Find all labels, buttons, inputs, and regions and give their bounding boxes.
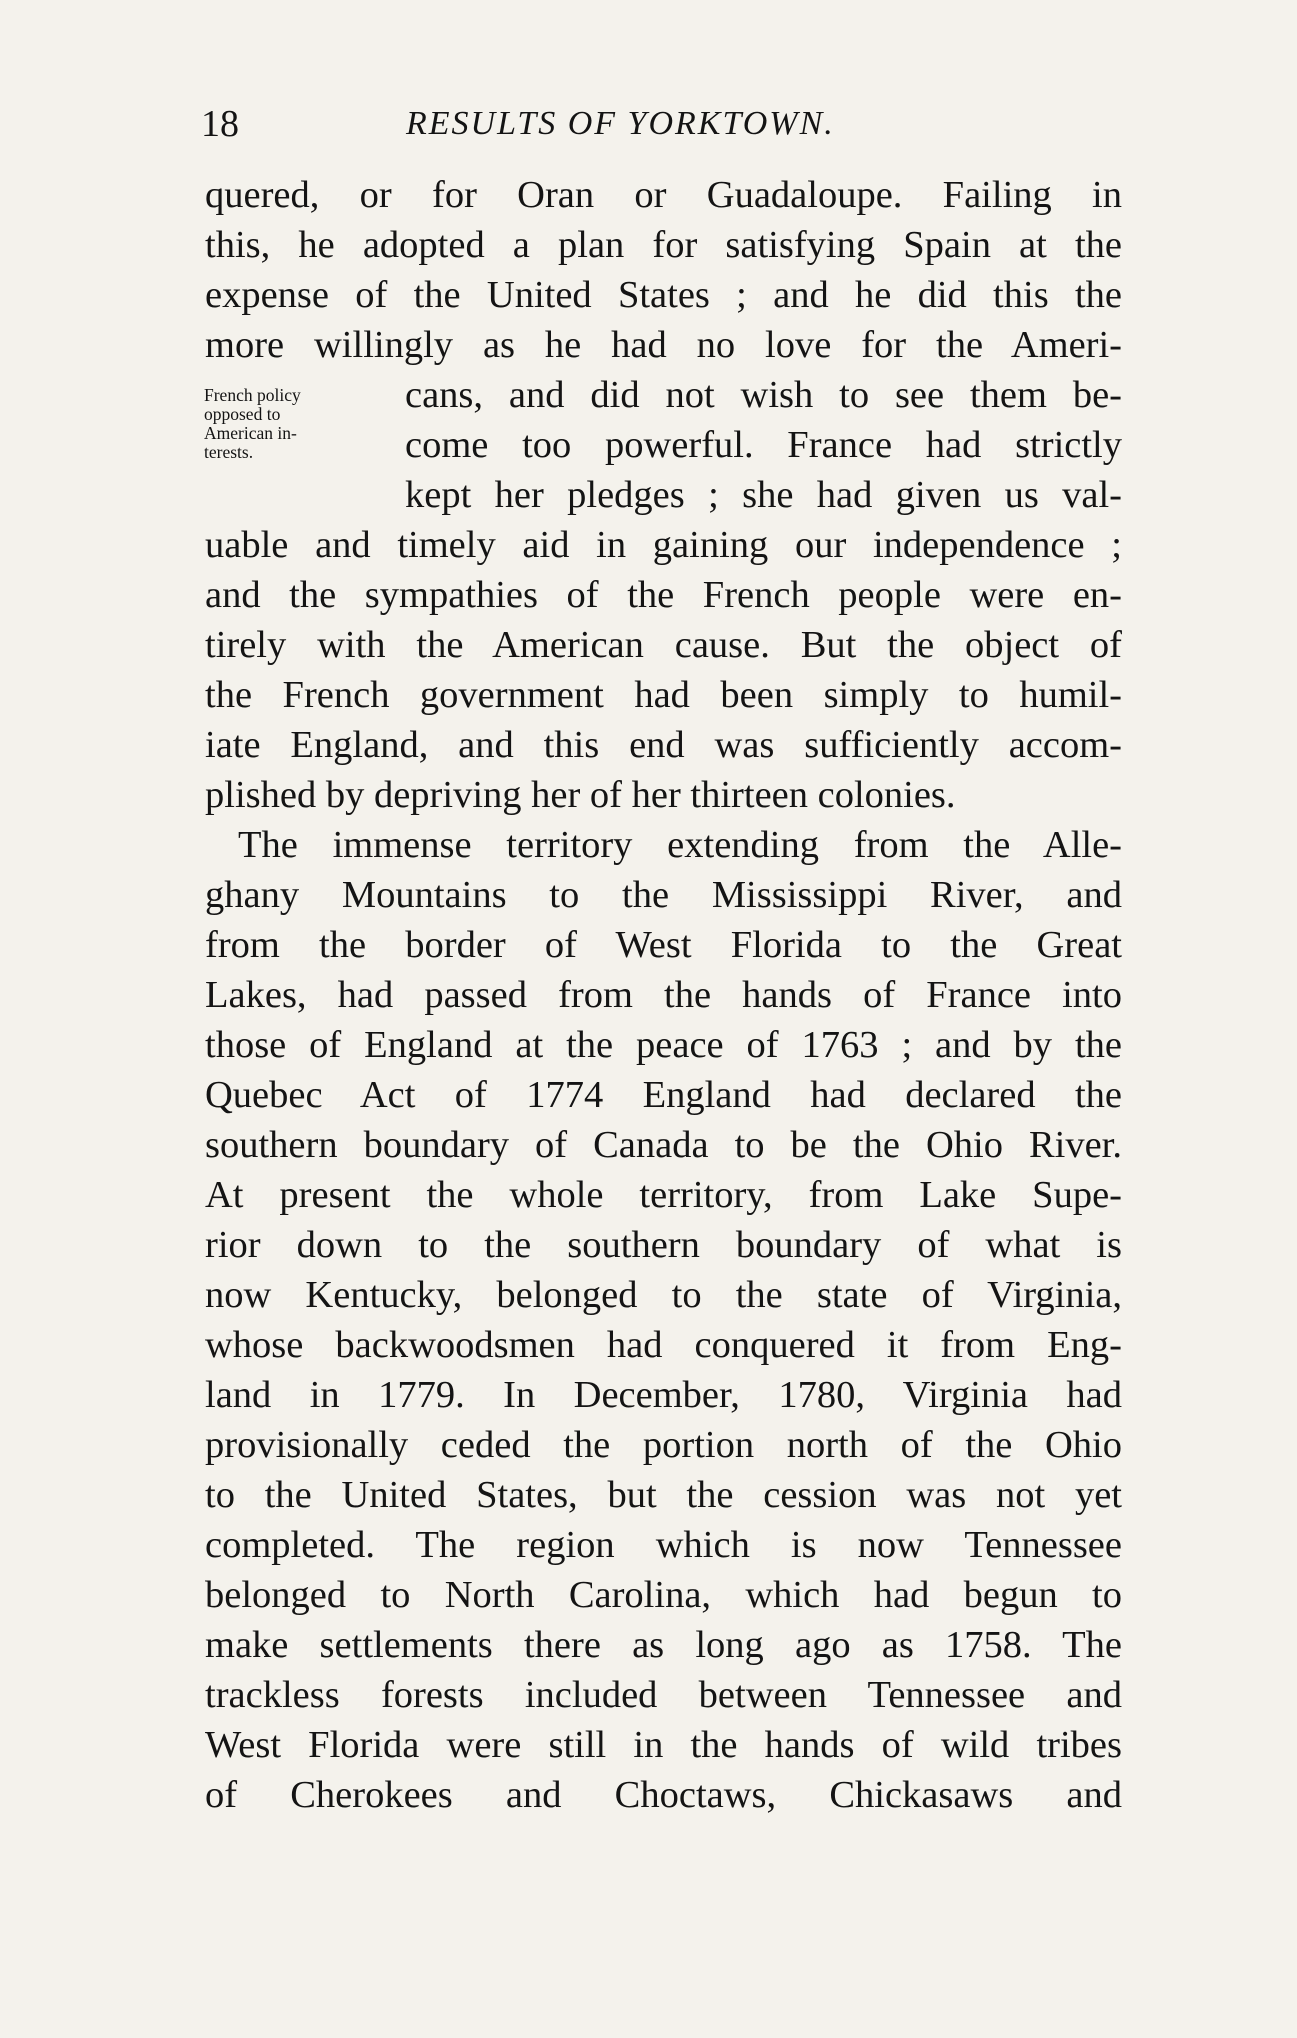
text-line: make settlements there as long ago as 1758. The — [205, 1624, 1122, 1666]
text-line: land in 1779. In December, 1780, Virginia had — [205, 1374, 1122, 1416]
text-line: this, he adopted a plan for satisfying Spain at the — [205, 224, 1122, 266]
page-header — [201, 96, 1121, 152]
text-line: of Cherokees and Choctaws, Chickasaws and — [205, 1774, 1122, 1816]
text-line: belonged to North Carolina, which had begun to — [205, 1574, 1122, 1616]
text-line: ghany Mountains to the Mississippi River, and — [205, 874, 1122, 916]
text-line: whose backwoodsmen had conquered it from Eng- — [205, 1324, 1122, 1366]
text-line: come too powerful. France had strictly — [405, 424, 1122, 466]
text-line: iate England, and this end was sufficiently accom- — [205, 724, 1122, 766]
text-line: West Florida were still in the hands of wild tribes — [205, 1724, 1122, 1766]
text-line: expense of the United States ; and he did this the — [205, 274, 1122, 316]
text-line: tirely with the American cause. But the object of — [205, 624, 1122, 666]
text-line: now Kentucky, belonged to the state of Virginia, — [205, 1274, 1122, 1316]
text-line: cans, and did not wish to see them be- — [405, 374, 1122, 416]
text-line: kept her pledges ; she had given us val- — [405, 474, 1122, 516]
text-line: to the United States, but the cession was not yet — [205, 1474, 1122, 1516]
margin-note-line: opposed to — [204, 404, 281, 424]
margin-note-line: French policy — [204, 385, 301, 405]
text-line: rior down to the southern boundary of what is — [205, 1224, 1122, 1266]
text-line: provisionally ceded the portion north of the Ohio — [205, 1424, 1122, 1466]
text-line: uable and timely aid in gaining our independence ; — [205, 524, 1122, 566]
text-line: southern boundary of Canada to be the Ohio River. — [205, 1124, 1122, 1166]
text-line: trackless forests included between Tennessee and — [205, 1674, 1122, 1716]
text-line: from the border of West Florida to the Great — [205, 924, 1122, 966]
margin-note-line: terests. — [204, 442, 254, 462]
text-line: quered, or for Oran or Guadaloupe. Failing in — [205, 174, 1122, 216]
text-line: The immense territory extending from the Alle- — [238, 824, 1122, 866]
text-line: those of England at the peace of 1763 ; and by the — [205, 1024, 1122, 1066]
page-number: 18 — [201, 103, 239, 145]
text-line: plished by depriving her of her thirteen colonies. — [205, 774, 956, 816]
margin-note-line: American in- — [204, 423, 297, 443]
text-line: more willingly as he had no love for the Ameri- — [205, 324, 1122, 366]
text-line: Lakes, had passed from the hands of France into — [205, 974, 1122, 1016]
text-line: and the sympathies of the French people were en- — [205, 574, 1122, 616]
text-line: completed. The region which is now Tennessee — [205, 1524, 1122, 1566]
text-line: At present the whole territory, from Lake Supe- — [205, 1174, 1122, 1216]
text-line: Quebec Act of 1774 England had declared the — [205, 1074, 1122, 1116]
text-line: the French government had been simply to humil- — [205, 674, 1122, 716]
margin-note — [204, 386, 374, 462]
running-title: RESULTS OF YORKTOWN. — [406, 105, 835, 142]
